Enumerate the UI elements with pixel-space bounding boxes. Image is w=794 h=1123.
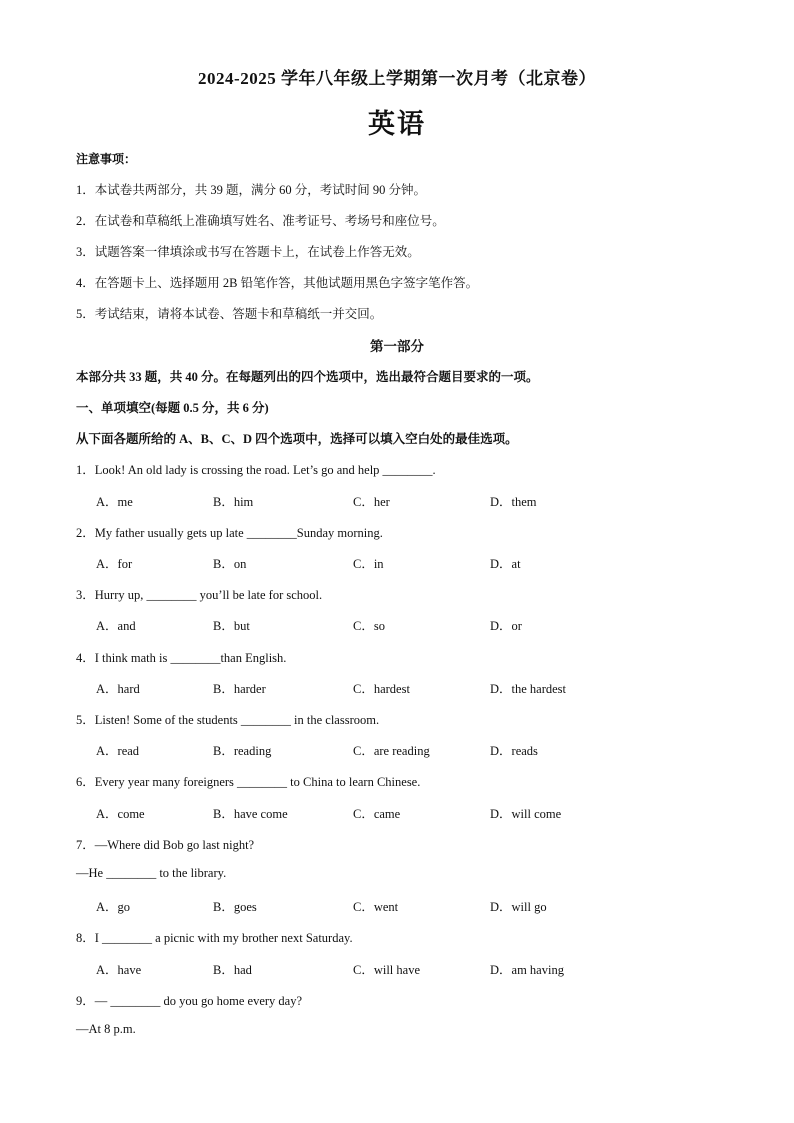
- option-a[interactable]: A．read: [96, 744, 140, 758]
- notice-item: 2．在试卷和草稿纸上准确填写姓名、准考证号、考场号和座位号。: [76, 214, 445, 228]
- option-c[interactable]: C．in: [353, 557, 384, 571]
- option-d[interactable]: D．at: [490, 557, 521, 571]
- option-c[interactable]: C．so: [353, 619, 385, 633]
- question-dialogue-line: —He ________ to the library.: [76, 866, 227, 880]
- option-b[interactable]: B．goes: [213, 900, 257, 914]
- option-b[interactable]: B．harder: [213, 682, 266, 696]
- option-c[interactable]: C．came: [353, 807, 401, 821]
- option-c[interactable]: C．hardest: [353, 682, 410, 696]
- question-stem: 1．Look! An old lady is crossing the road. Let’s go and help ________.: [76, 463, 436, 477]
- question-stem: 6．Every year many foreigners ________ to China to learn Chinese.: [76, 775, 421, 789]
- subject-title: 英语: [368, 109, 426, 139]
- notice-item: 4．在答题卡上、选择题用 2B 铅笔作答，其他试题用黑色字签字笔作答。: [76, 276, 479, 290]
- question-stem: 4．I think math is ________than English.: [76, 651, 287, 665]
- option-c[interactable]: C．her: [353, 495, 390, 509]
- option-b[interactable]: B．had: [213, 963, 252, 977]
- question-dialogue-line: —At 8 p.m.: [76, 1022, 136, 1036]
- option-a[interactable]: A．go: [96, 900, 131, 914]
- option-d[interactable]: D．the hardest: [490, 682, 567, 696]
- question-options: [96, 492, 716, 510]
- notice-item: 1．本试卷共两部分，共 39 题，满分 60 分，考试时间 90 分钟。: [76, 183, 427, 197]
- option-d[interactable]: D．or: [490, 619, 522, 633]
- question-options: [96, 616, 716, 634]
- option-d[interactable]: D．will come: [490, 807, 562, 821]
- notice-heading: 注意事项：: [76, 152, 137, 166]
- option-b[interactable]: B．on: [213, 557, 247, 571]
- part-intro: 本部分共 33 题，共 40 分。在每题列出的四个选项中，选出最符合题目要求的一项。: [76, 370, 539, 384]
- question-options: [96, 960, 716, 978]
- question-stem: 8．I ________ a picnic with my brother next Saturday.: [76, 931, 353, 945]
- question-options: [96, 741, 716, 759]
- question-options: [96, 554, 716, 572]
- question-stem: 5．Listen! Some of the students ________ in the classroom.: [76, 713, 380, 727]
- question-stem: 2．My father usually gets up late ________Sunday morning.: [76, 526, 383, 540]
- section-title: 一、单项填空(每题 0.5 分，共 6 分): [76, 401, 269, 415]
- option-b[interactable]: B．have come: [213, 807, 288, 821]
- question-options: [96, 804, 716, 822]
- section-instruction: 从下面各题所给的 A、B、C、D 四个选项中，选择可以填入空白处的最佳选项。: [76, 432, 518, 446]
- option-d[interactable]: D．reads: [490, 744, 538, 758]
- option-d[interactable]: D．will go: [490, 900, 547, 914]
- question-stem: 3．Hurry up, ________ you’ll be late for school.: [76, 588, 323, 602]
- question-stem: 9．— ________ do you go home every day?: [76, 994, 303, 1008]
- option-b[interactable]: B．reading: [213, 744, 272, 758]
- question-options: [96, 897, 716, 915]
- option-a[interactable]: A．for: [96, 557, 133, 571]
- option-d[interactable]: D．am having: [490, 963, 564, 977]
- part-title: 第一部分: [370, 339, 424, 354]
- notice-item: 3．试题答案一律填涂或书写在答题卡上，在试卷上作答无效。: [76, 245, 420, 259]
- question-stem: 7．—Where did Bob go last night?: [76, 838, 255, 852]
- option-b[interactable]: B．him: [213, 495, 254, 509]
- option-a[interactable]: A．me: [96, 495, 133, 509]
- option-c[interactable]: C．will have: [353, 963, 421, 977]
- option-a[interactable]: A．hard: [96, 682, 140, 696]
- notice-item: 5．考试结束，请将本试卷、答题卡和草稿纸一并交回。: [76, 307, 383, 321]
- option-a[interactable]: A．have: [96, 963, 142, 977]
- option-a[interactable]: A．and: [96, 619, 136, 633]
- option-c[interactable]: C．went: [353, 900, 399, 914]
- question-options: [96, 679, 716, 697]
- exam-title: 2024-2025 学年八年级上学期第一次月考（北京卷）: [198, 69, 596, 88]
- option-d[interactable]: D．them: [490, 495, 537, 509]
- option-a[interactable]: A．come: [96, 807, 145, 821]
- option-c[interactable]: C．are reading: [353, 744, 430, 758]
- option-b[interactable]: B．but: [213, 619, 250, 633]
